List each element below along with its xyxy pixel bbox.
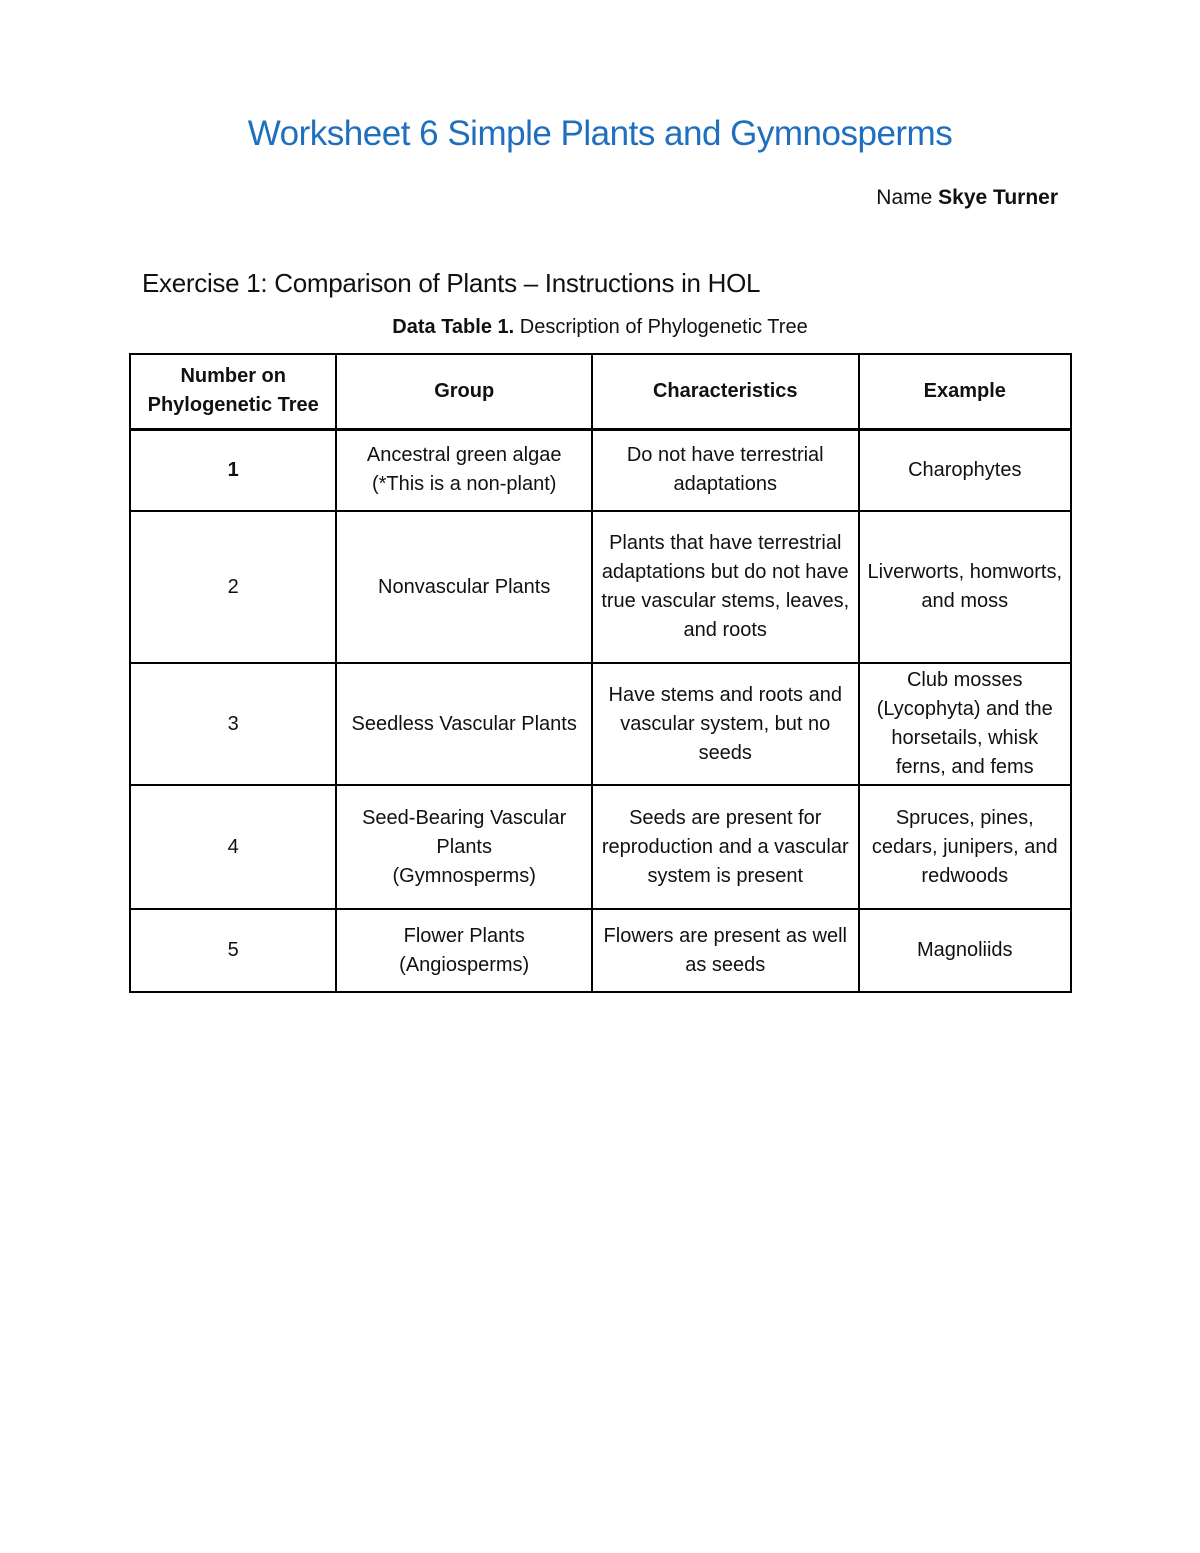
group-line: Seedless Vascular Plants (351, 712, 577, 735)
cell-number: 4 (130, 785, 336, 909)
cell-number: 5 (130, 909, 336, 992)
table-row (130, 663, 1071, 785)
phylogenetic-data-table (129, 353, 1072, 993)
cell-characteristics: Flowers are present as well as seeds (592, 909, 859, 992)
cell-group (336, 663, 592, 785)
group-line: (Gymnosperms) (392, 864, 536, 887)
header-group: Group (336, 354, 592, 429)
page-title: Worksheet 6 Simple Plants and Gymnosperms (247, 114, 953, 153)
header-characteristics: Characteristics (592, 354, 859, 429)
caption-text: Description of Phylogenetic Tree (514, 316, 808, 338)
header-example: Example (859, 354, 1071, 429)
name-value: Skye Turner (938, 186, 1058, 209)
group-line: Ancestral green algae (366, 444, 562, 467)
cell-example: Spruces, pines, cedars, junipers, and redwoods (859, 785, 1071, 909)
cell-group (336, 909, 592, 992)
group-line: Seed-Bearing Vascular Plants (362, 806, 567, 858)
table-row (130, 429, 1071, 511)
table-row (130, 909, 1071, 992)
cell-number: 1 (130, 429, 336, 511)
table-header-row (130, 354, 1071, 429)
table-row (130, 785, 1071, 909)
cell-characteristics: Do not have terrestrial adaptations (592, 429, 859, 511)
group-line: (*This is a non-plant) (371, 473, 557, 496)
cell-characteristics: Plants that have terrestrial adaptations but do not have true vascular stems, leaves, and roots (592, 511, 859, 663)
caption-label: Data Table 1. (392, 316, 515, 338)
cell-group (336, 785, 592, 909)
cell-number: 3 (130, 663, 336, 785)
table-caption (0, 316, 1200, 339)
table-row (130, 511, 1071, 663)
cell-example: Magnoliids (859, 909, 1071, 992)
exercise-heading: Exercise 1: Comparison of Plants – Instructions in HOL (142, 268, 761, 298)
cell-example: Charophytes (859, 429, 1071, 511)
header-number: Number on Phylogenetic Tree (130, 354, 336, 429)
cell-group (336, 511, 592, 663)
group-line: Flower Plants (403, 924, 525, 947)
group-line: (Angiosperms) (399, 953, 530, 976)
cell-example: Club mosses (Lycophyta) and the horsetails, whisk ferns, and fems (859, 663, 1071, 785)
cell-example: Liverworts, homworts, and moss (859, 511, 1071, 663)
cell-group (336, 429, 592, 511)
cell-number: 2 (130, 511, 336, 663)
name-line (876, 186, 1058, 210)
name-label: Name (876, 186, 933, 209)
group-line: Nonvascular Plants (378, 575, 551, 598)
cell-characteristics: Seeds are present for reproduction and a vascular system is present (592, 785, 859, 909)
cell-characteristics: Have stems and roots and vascular system, but no seeds (592, 663, 859, 785)
